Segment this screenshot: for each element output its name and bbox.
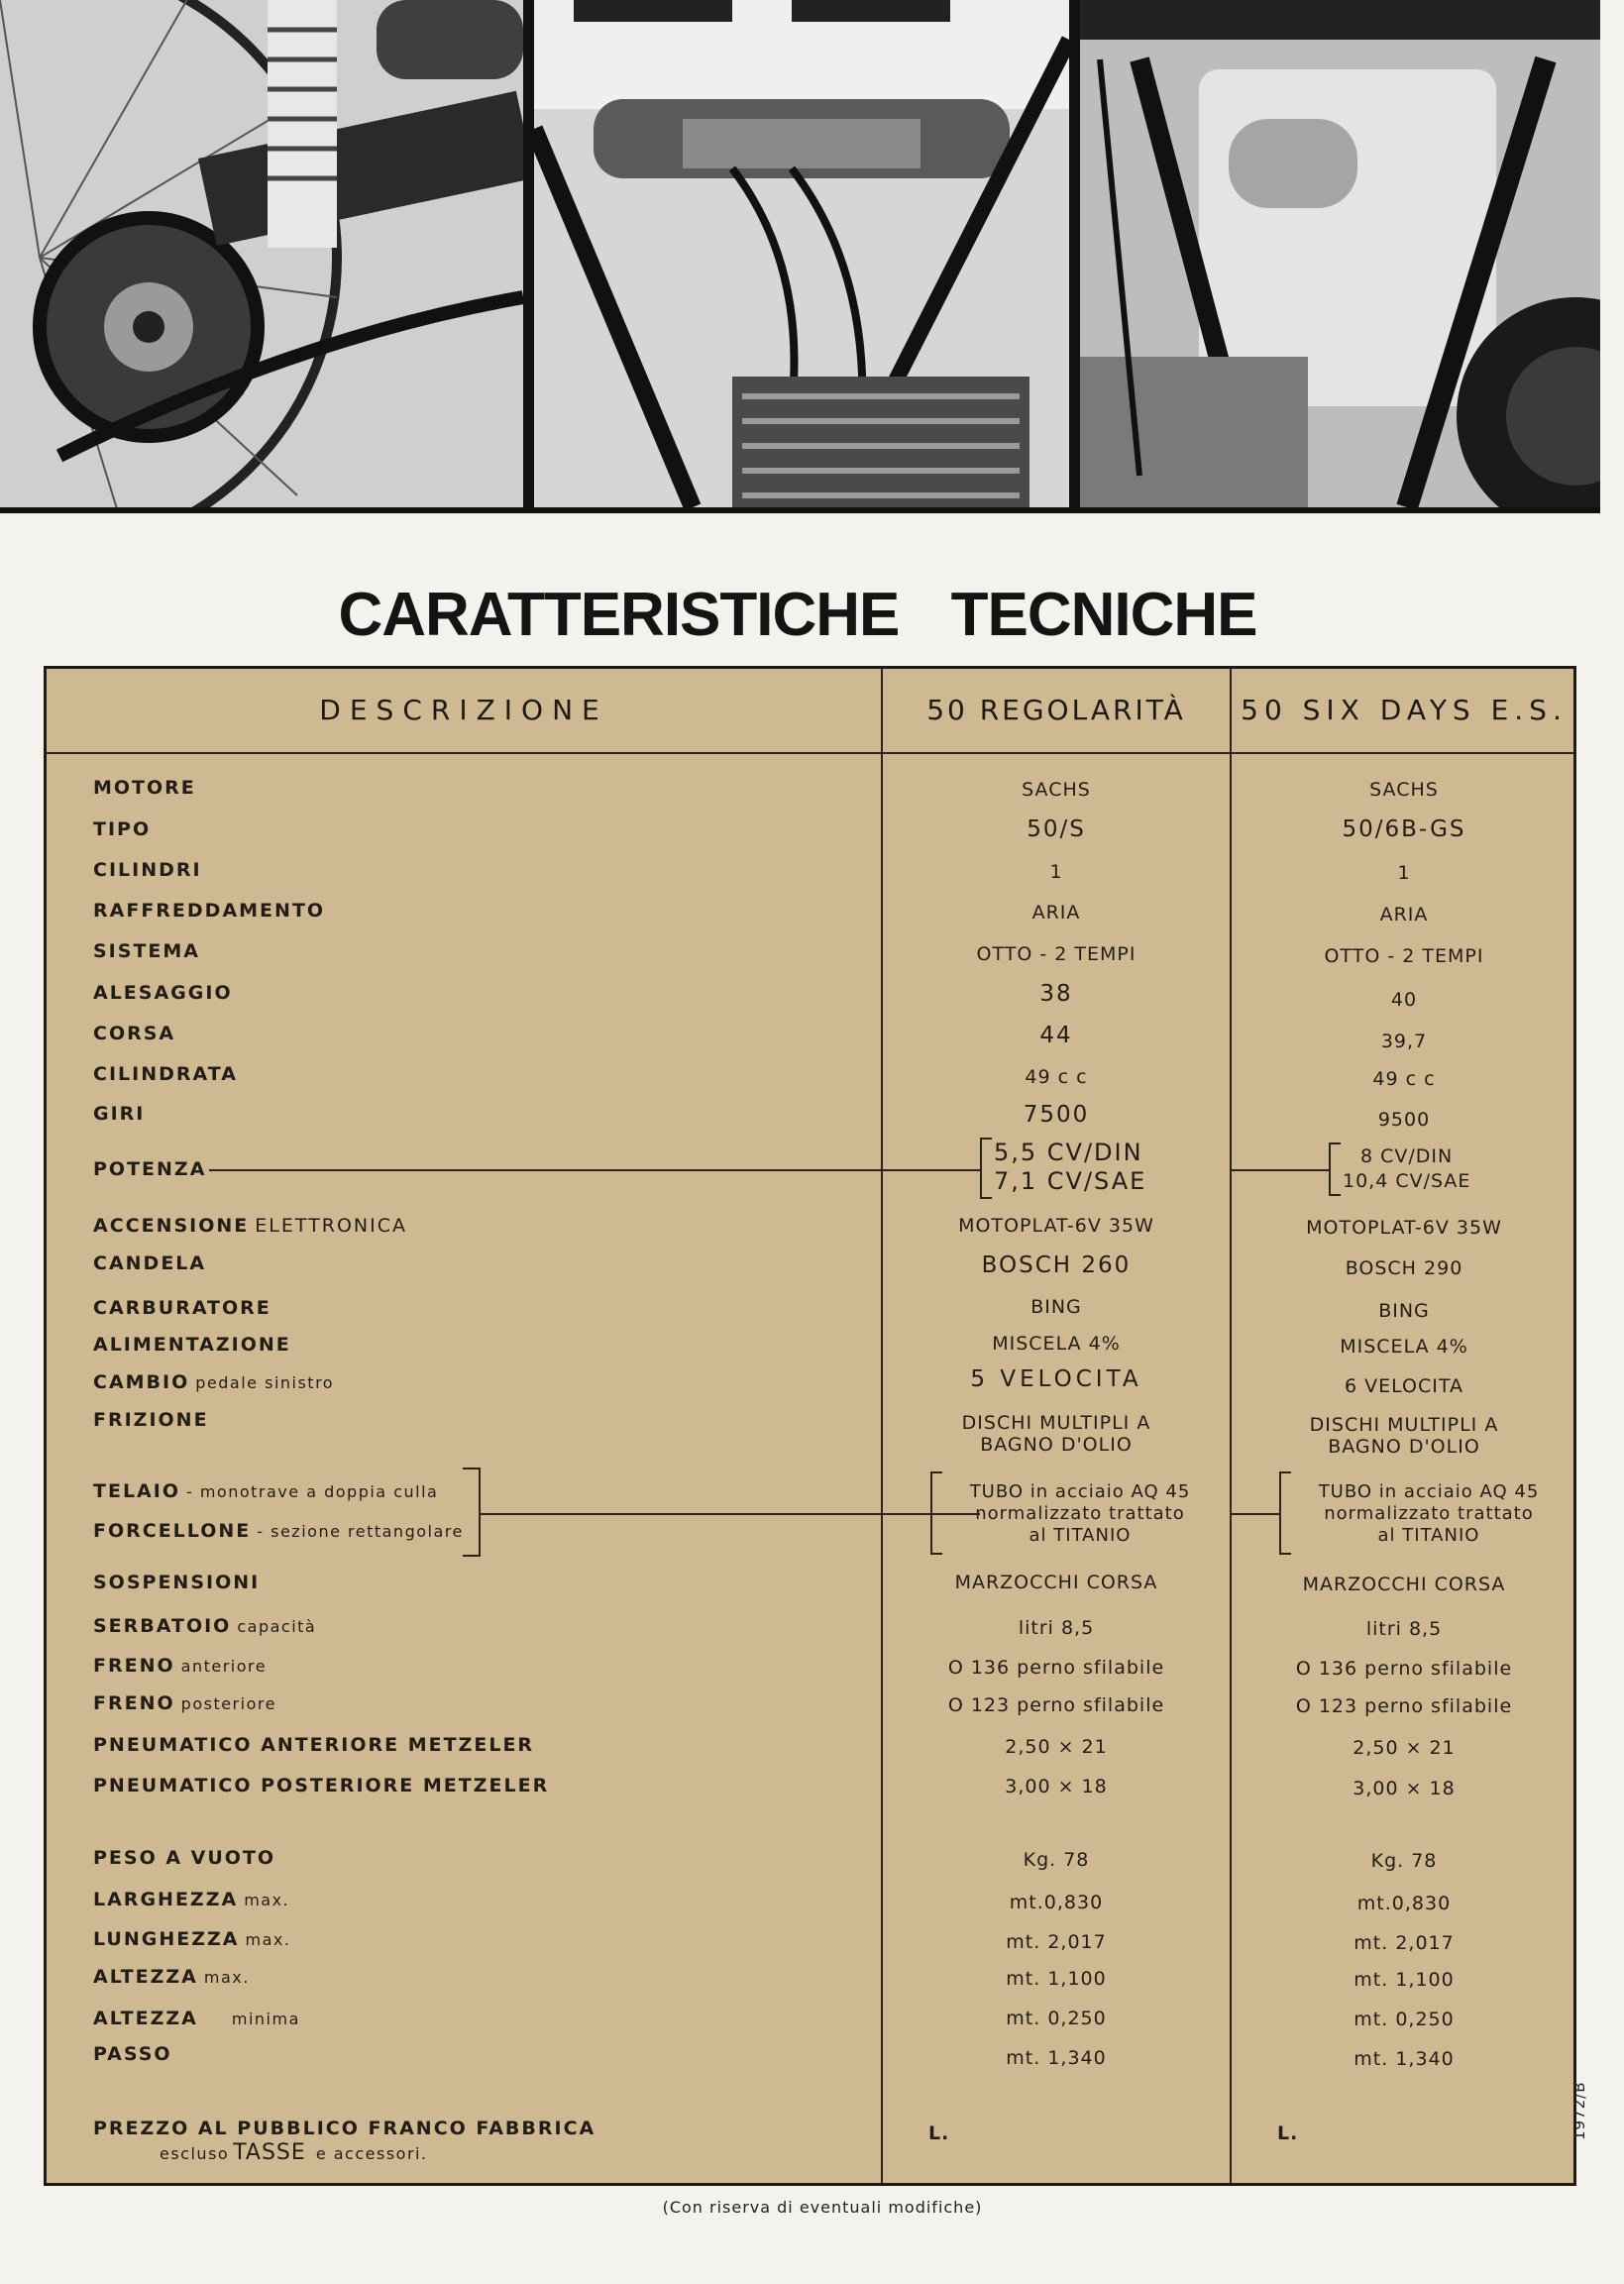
potenza-connector-line-col2 [1232,1169,1329,1171]
prezzo-sub-escluso: escluso [160,2144,230,2163]
print-code: 1972/B [1570,2081,1588,2140]
row-label-telaio-extra: - monotrave a doppia culla [185,1482,439,1501]
telaio-connector-line [481,1513,980,1515]
value-frizione-col2-line2: BAGNO D'OLIO [1328,1436,1480,1458]
row-label-prezzo-sub [160,2141,428,2166]
footer-note: (Con riserva di eventuali modifiche) [662,2198,983,2217]
value-lunghezza-col1: mt. 2,017 [1006,1931,1107,1953]
value-telaio-col1-line1: TUBO in acciaio AQ 45 [969,1481,1191,1502]
value-giri-col1: 7500 [1023,1102,1090,1128]
frame-carburetor-photo [534,0,1069,507]
value-telaio-col1-line3: al TITANIO [1029,1525,1132,1546]
row-label-forcellone [93,1519,464,1544]
row-label-altezza-max-extra: max. [203,1968,250,1987]
rear-wheel-chain-photo [0,0,523,507]
value-telaio-col1-line2: normalizzato trattato [975,1503,1185,1524]
value-altezza-max-col2: mt. 1,100 [1353,1969,1455,1991]
value-tipo-col1: 50/S [1027,816,1086,842]
value-motore-col2: SACHS [1369,779,1439,801]
value-pneumatico-anteriore-col2: 2,50 × 21 [1353,1737,1456,1759]
telaio-bracket-left [463,1468,481,1557]
row-label-lunghezza [93,1927,290,1952]
value-larghezza-col2: mt.0,830 [1356,1893,1452,1914]
row-label-prezzo: PREZZO AL PUBBLICO FRANCO FABBRICA [93,2118,596,2139]
value-carburatore-col2: BING [1378,1300,1430,1322]
row-label-freno-posteriore-extra: posteriore [180,1694,276,1713]
row-label-peso: PESO A VUOTO [93,1847,276,1869]
value-lunghezza-col2: mt. 2,017 [1353,1932,1455,1954]
value-telaio-col2-line2: normalizzato trattato [1324,1503,1534,1524]
value-raffreddamento-col2: ARIA [1379,904,1429,925]
value-pneumatico-anteriore-col1: 2,50 × 21 [1005,1736,1108,1758]
value-sistema-col1: OTTO - 2 TEMPI [976,943,1137,965]
value-potenza-col2 [1343,1144,1470,1194]
potenza-bracket-col1 [980,1138,992,1199]
value-altezza-minima-col1: mt. 0,250 [1006,2008,1107,2029]
value-potenza-col1 [994,1139,1146,1196]
value-freno-anteriore-col2: O 136 perno sfilabile [1295,1658,1513,1680]
value-giri-col2: 9500 [1377,1109,1431,1131]
value-carburatore-col1: BING [1030,1296,1082,1318]
row-label-larghezza-main: LARGHEZZA [93,1889,239,1910]
row-label-cambio-extra: pedale sinistro [195,1373,335,1392]
row-label-pneumatico-anteriore: PNEUMATICO ANTERIORE METZELER [93,1734,535,1756]
value-frizione-col1 [883,1412,1230,1456]
value-altezza-max-col1: mt. 1,100 [1006,1968,1107,1990]
potenza-bracket-col2 [1329,1142,1341,1196]
value-alesaggio-col2: 40 [1390,989,1418,1011]
row-label-lunghezza-extra: max. [245,1930,291,1949]
row-label-lunghezza-main: LUNGHEZZA [93,1928,240,1950]
value-freno-anteriore-col1: O 136 perno sfilabile [947,1657,1165,1679]
row-label-altezza-minima-main: ALTEZZA [93,2008,198,2029]
telaio-connector-line-col2 [1232,1513,1279,1515]
value-corsa-col2: 39,7 [1380,1031,1428,1052]
row-label-altezza-minima-extra: minima [231,2010,300,2028]
row-label-serbatoio [93,1614,316,1639]
row-label-freno-anteriore-main: FRENO [93,1655,175,1677]
spec-table [44,666,1576,2186]
value-cambio-col2: 6 VELOCITA [1345,1375,1463,1397]
value-frizione-col1-line2: BAGNO D'OLIO [980,1434,1133,1456]
row-label-freno-anteriore [93,1654,267,1679]
row-label-sospensioni: SOSPENSIONI [93,1572,261,1593]
page-title: CARATTERISTICHE TECNICHE [338,581,1257,649]
row-label-pneumatico-posteriore: PNEUMATICO POSTERIORE METZELER [93,1775,550,1796]
value-raffreddamento-col1: ARIA [1031,902,1081,924]
value-cambio-col1: 5 VELOCITA [970,1366,1142,1392]
header-50-six-days: 50 SIX DAYS E.S. [1241,694,1568,726]
row-label-alimentazione: ALIMENTAZIONE [93,1334,291,1356]
photo-strip [0,0,1600,513]
row-label-forcellone-main: FORCELLONE [93,1520,252,1542]
row-label-cambio-main: CAMBIO [93,1371,190,1393]
prezzo-sub-tasse: TASSE [233,2140,306,2165]
value-cilindrata-col1: 49 c c [1025,1066,1088,1088]
value-frizione-col1-line1: DISCHI MULTIPLI A [961,1412,1151,1434]
value-corsa-col1: 44 [1039,1023,1073,1048]
row-label-larghezza [93,1888,289,1912]
row-label-passo: PASSO [93,2043,172,2065]
value-peso-col1: Kg. 78 [1023,1849,1090,1871]
value-cilindrata-col2: 49 c c [1372,1068,1436,1090]
row-label-freno-posteriore-main: FRENO [93,1692,175,1714]
row-label-telaio-main: TELAIO [93,1480,180,1502]
row-label-cilindri: CILINDRI [93,859,202,881]
value-pneumatico-posteriore-col1: 3,00 × 18 [1005,1776,1108,1797]
value-sospensioni-col1: MARZOCCHI CORSA [954,1572,1158,1593]
value-passo-col2: mt. 1,340 [1353,2048,1455,2070]
potenza-connector-line [209,1169,980,1171]
value-serbatoio-col2: litri 8,5 [1365,1618,1443,1640]
value-altezza-minima-col2: mt. 0,250 [1353,2009,1455,2030]
value-freno-posteriore-col1: O 123 perno sfilabile [947,1694,1165,1716]
value-serbatoio-col1: litri 8,5 [1018,1617,1095,1639]
value-passo-col1: mt. 1,340 [1006,2047,1107,2069]
value-telaio-col1 [936,1481,1224,1547]
value-candela-col1: BOSCH 260 [981,1252,1132,1278]
value-prezzo-col2: L. [1277,2122,1299,2144]
value-freno-posteriore-col2: O 123 perno sfilabile [1295,1695,1513,1717]
row-label-altezza-max [93,1965,250,1990]
value-sistema-col2: OTTO - 2 TEMPI [1324,945,1484,967]
row-label-alesaggio: ALESAGGIO [93,982,233,1004]
row-label-accensione-main: ACCENSIONE [93,1215,250,1237]
value-peso-col2: Kg. 78 [1370,1850,1438,1872]
value-frizione-col2-line1: DISCHI MULTIPLI A [1309,1414,1499,1436]
row-label-accensione [93,1214,407,1238]
prezzo-sub-accessori: e accessori. [315,2144,428,2163]
value-potenza-sae-col2: 10,4 CV/SAE [1343,1170,1471,1192]
value-alimentazione-col1: MISCELA 4% [992,1333,1121,1355]
row-label-altezza-max-main: ALTEZZA [93,1966,198,1988]
engine-side-cover-photo [1080,0,1600,507]
value-potenza-sae-col1: 7,1 CV/SAE [994,1167,1147,1195]
header-divider [47,752,1573,754]
header-50-regolarita: 50 REGOLARITÀ [926,694,1186,726]
value-pneumatico-posteriore-col2: 3,00 × 18 [1353,1778,1456,1799]
value-accensione-col2: MOTOPLAT-6V 35W [1306,1217,1502,1239]
row-label-freno-anteriore-extra: anteriore [180,1657,268,1676]
value-larghezza-col1: mt.0,830 [1009,1892,1104,1913]
row-label-larghezza-extra: max. [244,1891,290,1909]
row-label-freno-posteriore [93,1691,276,1716]
value-motore-col1: SACHS [1022,779,1091,801]
row-label-serbatoio-main: SERBATOIO [93,1615,232,1637]
value-potenza-din-col2: 8 CV/DIN [1360,1145,1454,1167]
row-label-altezza-minima [93,2007,300,2031]
row-label-serbatoio-extra: capacità [237,1617,317,1636]
row-label-potenza: POTENZA [93,1158,207,1180]
row-label-corsa: CORSA [93,1023,176,1044]
value-telaio-col2 [1285,1481,1572,1547]
row-label-tipo: TIPO [93,818,152,840]
value-tipo-col2: 50/6B-GS [1342,816,1466,842]
value-alesaggio-col1: 38 [1039,981,1073,1007]
value-candela-col2: BOSCH 290 [1345,1257,1463,1279]
value-prezzo-col1: L. [928,2122,950,2144]
row-label-sistema: SISTEMA [93,940,200,962]
row-label-forcellone-extra: - sezione rettangolare [257,1522,464,1541]
row-label-carburatore: CARBURATORE [93,1297,271,1319]
value-telaio-col2-line3: al TITANIO [1377,1525,1480,1546]
row-label-cilindrata: CILINDRATA [93,1063,238,1085]
value-telaio-col2-line1: TUBO in acciaio AQ 45 [1318,1481,1540,1502]
row-label-candela: CANDELA [93,1252,207,1274]
value-accensione-col1: MOTOPLAT-6V 35W [958,1215,1154,1237]
value-alimentazione-col2: MISCELA 4% [1340,1336,1468,1358]
row-label-raffreddamento: RAFFREDDAMENTO [93,900,326,922]
row-label-cambio [93,1370,334,1395]
row-label-motore: MOTORE [93,777,196,799]
row-label-frizione: FRIZIONE [93,1409,209,1431]
row-label-giri: GIRI [93,1103,146,1125]
value-sospensioni-col2: MARZOCCHI CORSA [1302,1574,1506,1595]
row-label-telaio [93,1479,438,1504]
row-label-accensione-extra: ELETTRONICA [255,1215,407,1237]
value-frizione-col2 [1232,1414,1576,1458]
value-cilindri-col2: 1 [1397,862,1411,884]
header-description: DESCRIZIONE [319,694,608,726]
value-cilindri-col1: 1 [1049,861,1063,883]
value-potenza-din-col1: 5,5 CV/DIN [994,1139,1143,1166]
